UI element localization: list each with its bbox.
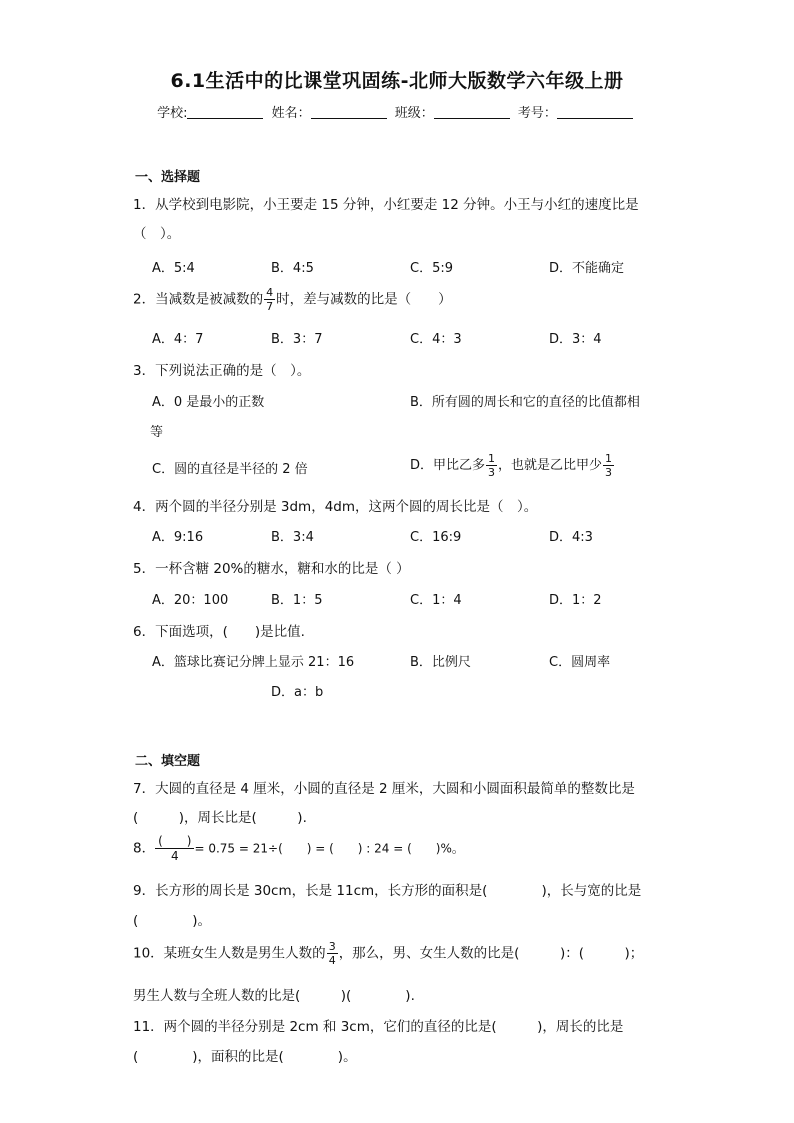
q5-option-d[interactable]: D．1：2 (549, 593, 602, 608)
q2-text-pre: 2．当减数是被减数的 (133, 291, 264, 308)
q3-option-a[interactable]: A．0 是最小的正数 (152, 395, 265, 410)
q6-option-c[interactable]: C．圆周率 (549, 655, 611, 670)
q2-fraction-num: 4 (266, 286, 274, 299)
q2-text (133, 286, 452, 313)
name-blank[interactable] (311, 106, 387, 119)
class-blank[interactable] (434, 106, 510, 119)
q3-option-b[interactable]: B．所有圆的周长和它的直径的比值都相 (410, 395, 640, 410)
q5-option-a[interactable]: A．20：100 (152, 593, 229, 608)
q10-fraction-den: 4 (328, 954, 336, 967)
q1-text: 1．从学校到电影院，小王要走 15 分钟，小红要走 12 分钟。小王与小红的速度比是 (133, 197, 639, 213)
q2-fraction (264, 286, 275, 313)
q3-option-b-cont: 等 (150, 425, 164, 440)
q4-option-a[interactable]: A．9:16 (152, 530, 204, 545)
q8-fraction (155, 834, 194, 863)
q2-option-c[interactable]: C．4：3 (410, 332, 462, 347)
section-fill-title: 二、填空题 (135, 754, 201, 769)
q3-fraction-1-den: 3 (488, 466, 496, 479)
q10-text-post: ，那么，男、女生人数的比是( )：( )； (338, 945, 644, 962)
q10-fraction (327, 940, 338, 967)
q8-text-pre: 8． (133, 840, 156, 857)
q9-text: 9．长方形的周长是 30cm，长是 11cm，长方形的面积是( )，长与宽的比是 (133, 883, 642, 899)
q3-fraction-2 (603, 452, 614, 479)
q2-fraction-den: 7 (266, 300, 274, 313)
q7-text-cont: ( )，周长比是( ). (133, 810, 307, 826)
q10-text-pre: 10．某班女生人数是男生人数的 (133, 945, 326, 962)
q4-option-c[interactable]: C．16:9 (410, 530, 462, 545)
q4-option-b[interactable]: B．3:4 (271, 530, 314, 545)
q6-text: 6．下面选项，( )是比值. (133, 624, 305, 640)
school-blank[interactable] (187, 106, 263, 119)
exam-number-blank[interactable] (557, 106, 633, 119)
school-label: 学校: (157, 106, 188, 121)
q5-option-b[interactable]: B．1：5 (271, 593, 323, 608)
page-title: 6.1生活中的比课堂巩固练-北师大版数学六年级上册 (170, 70, 624, 92)
q3-fraction-2-den: 3 (605, 466, 613, 479)
student-info-row (0, 102, 794, 121)
q2-option-a[interactable]: A．4：7 (152, 332, 204, 347)
q3-option-d-pre: D．甲比乙多 (410, 458, 486, 473)
q8-fraction-den: 4 (170, 849, 179, 863)
q2-text-post: 时，差与减数的比是（ ） (276, 291, 452, 308)
q1-option-a[interactable]: A．5:4 (152, 261, 195, 276)
q5-text: 5．一杯含糖 20%的糖水，糖和水的比是（ ） (133, 561, 410, 577)
q6-option-a[interactable]: A．篮球比赛记分牌上显示 21：16 (152, 655, 355, 670)
q8-fraction-num[interactable]: ( ) (155, 834, 194, 849)
q4-text: 4．两个圆的半径分别是 3dm，4dm，这两个圆的周长比是（ ）。 (133, 499, 538, 515)
class-label: 班级： (394, 106, 434, 121)
q2-option-b[interactable]: B．3：7 (271, 332, 323, 347)
q6-option-d[interactable]: D．a：b (271, 685, 324, 700)
q9-text-cont: ( )。 (133, 913, 212, 929)
name-label: 姓名： (271, 106, 311, 121)
q1-option-c[interactable]: C．5:9 (410, 261, 453, 276)
q1-option-b[interactable]: B．4:5 (271, 261, 314, 276)
q10-text-cont: 男生人数与全班人数的比是( )( ). (133, 988, 415, 1004)
q5-option-c[interactable]: C．1：4 (410, 593, 462, 608)
exam-number-label: 考号： (517, 106, 557, 121)
q3-option-d[interactable] (410, 452, 615, 479)
section-choice-title: 一、选择题 (135, 170, 201, 185)
q3-fraction-1-num: 1 (488, 452, 496, 465)
q3-option-c[interactable]: C．圆的直径是半径的 2 倍 (152, 462, 308, 477)
q3-option-d-mid: ，也就是乙比甲少 (498, 458, 603, 473)
q2-option-d[interactable]: D．3：4 (549, 332, 602, 347)
q6-option-b[interactable]: B．比例尺 (410, 655, 471, 670)
q8-text-post: = 0.75 = 21÷( ) = ( ) : 24 = ( )%。 (194, 841, 464, 856)
q11-text: 11．两个圆的半径分别是 2cm 和 3cm，它们的直径的比是( )，周长的比是 (133, 1019, 624, 1035)
q3-fraction-1 (486, 452, 497, 479)
q1-text-cont: （ ）。 (133, 226, 181, 242)
q3-fraction-2-num: 1 (605, 452, 613, 465)
q3-text: 3．下列说法正确的是（ ）。 (133, 363, 311, 379)
q8-text (133, 834, 464, 863)
q10-fraction-num: 3 (328, 940, 336, 953)
q1-option-d[interactable]: D．不能确定 (549, 261, 625, 276)
q7-text: 7．大圆的直径是 4 厘米，小圆的直径是 2 厘米，大圆和小圆面积最简单的整数比是 (133, 781, 635, 797)
q11-text-cont: ( )，面积的比是( )。 (133, 1049, 357, 1065)
q4-option-d[interactable]: D．4:3 (549, 530, 593, 545)
q10-text (133, 940, 643, 967)
